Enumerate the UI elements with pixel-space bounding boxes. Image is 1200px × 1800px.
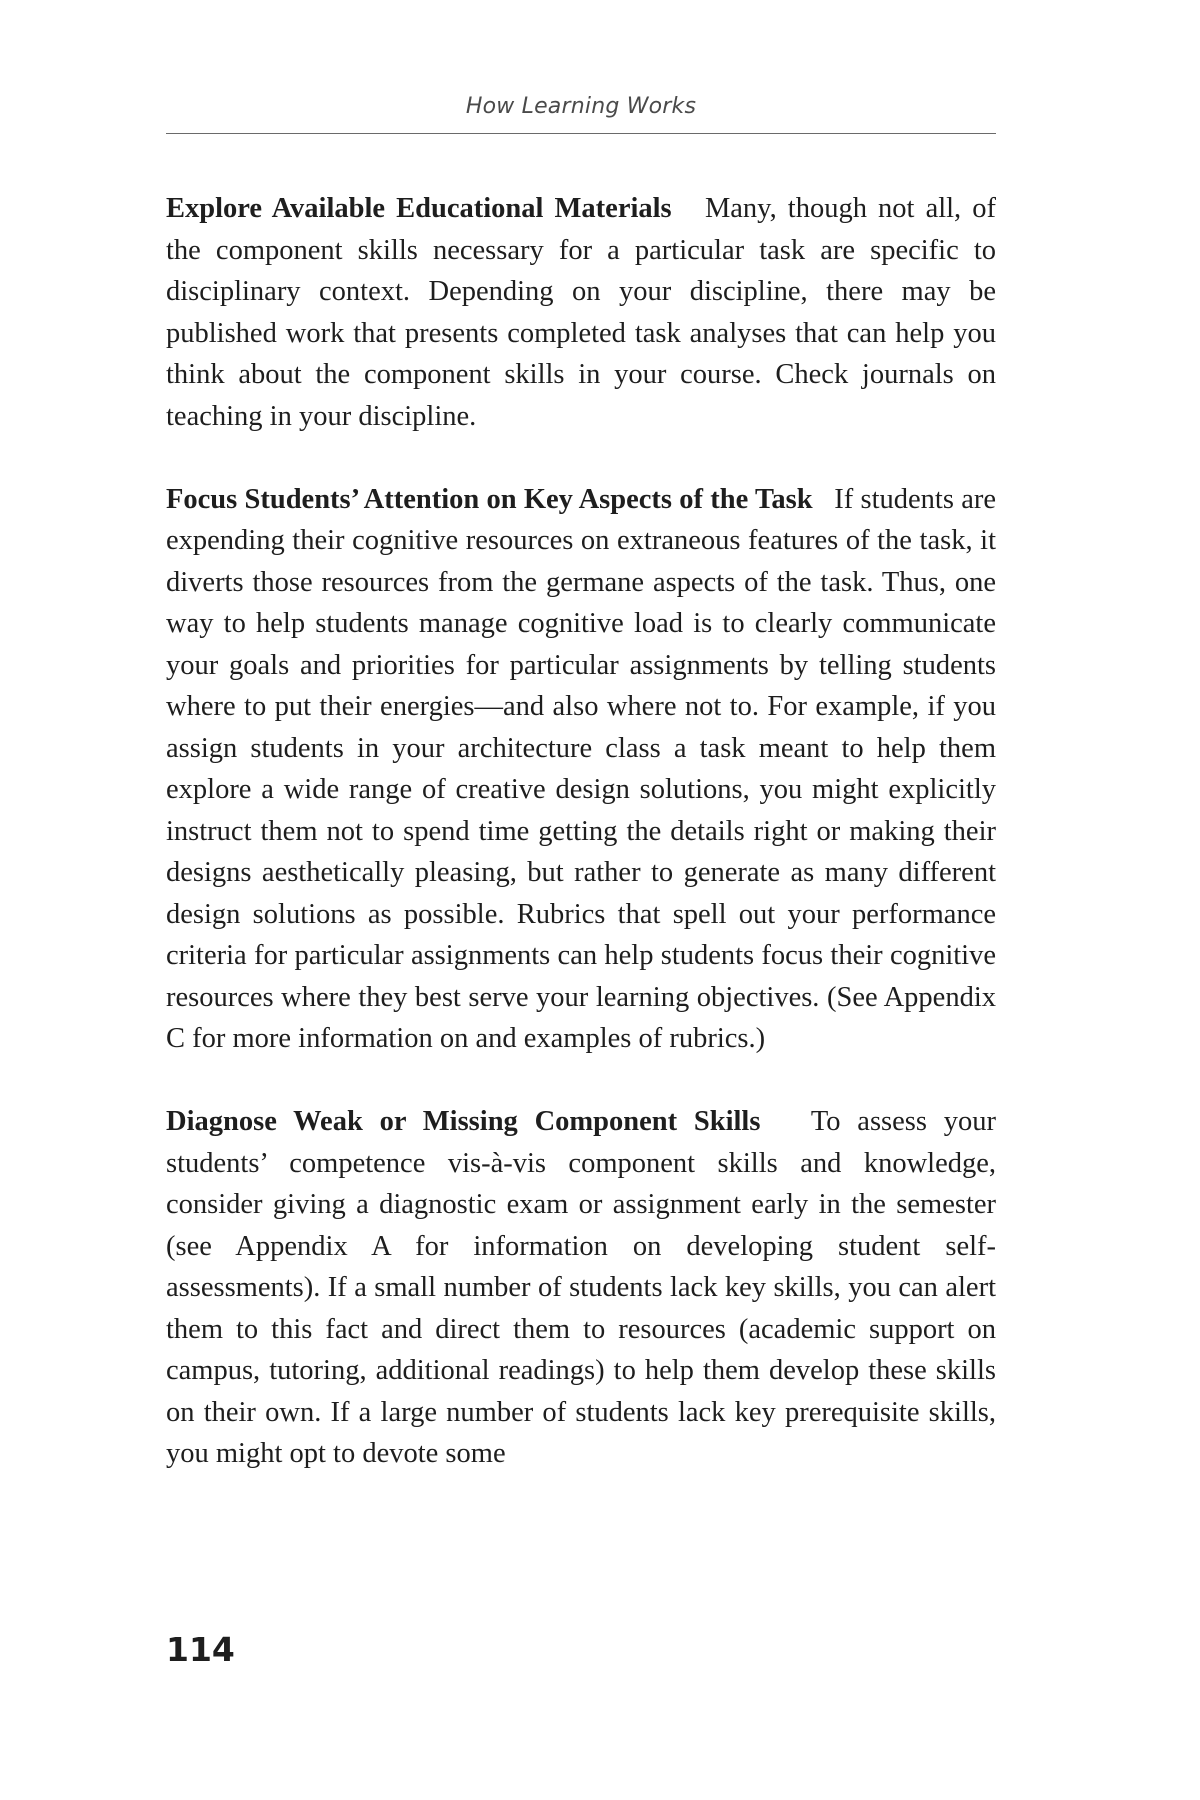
paragraph-text: If students are expending their cognitive resources on extraneous features of the task, it diverts those resources from the germane aspects of the task. Thus, one way to help students manage cognitive load is to clearly communicate your goals and priorities for particular assignments by telling students where to put their energies—and also where not to. For example, if you assign students in your architecture class a task meant to help them explore a wide range of creative design solutions, you might explicitly instruct them not to spend time getting the details right or making their designs aesthetically pleasing, but rather to generate as many different design solutions as possible. Rubrics that spell out your performance criteria for particular assignments can help students focus their cognitive resources where they best serve your learning objectives. (See Appendix C for more information on and examples of rubrics.) (166, 483, 996, 1054)
header-rule (166, 133, 996, 134)
page-body (166, 188, 996, 1516)
paragraph-diagnose-skills (166, 1101, 996, 1475)
paragraph-text: To assess your students’ competence vis-à-vis component skills and knowledge, consider giving a diagnostic exam or assignment early in the semester (see Appendix A for information on developing student self-assessments). If a small number of students lack key skills, you can alert them to this fact and direct them to resources (academic support on campus, tutoring, additional readings) to help them develop these skills on their own. If a large number of students lack key prerequisite skills, you might opt to devote some (166, 1106, 997, 1469)
paragraph-heading: Diagnose Weak or Missing Component Skills (166, 1106, 761, 1137)
page-number: 114 (166, 1630, 235, 1669)
running-head: How Learning Works (465, 94, 697, 119)
paragraph-heading: Explore Available Educational Materials (166, 193, 672, 224)
paragraph-focus-attention (166, 479, 996, 1060)
paragraph-text: Many, though not all, of the component skills necessary for a particular task are specific to disciplinary context. Depending on your discipline, there may be published work that presents completed task analyses that can help you think about the component skills in your course. Check journals on teaching in your discipline. (166, 193, 997, 432)
paragraph-explore-materials (166, 188, 996, 437)
paragraph-heading: Focus Students’ Attention on Key Aspects of the Task (166, 483, 813, 515)
